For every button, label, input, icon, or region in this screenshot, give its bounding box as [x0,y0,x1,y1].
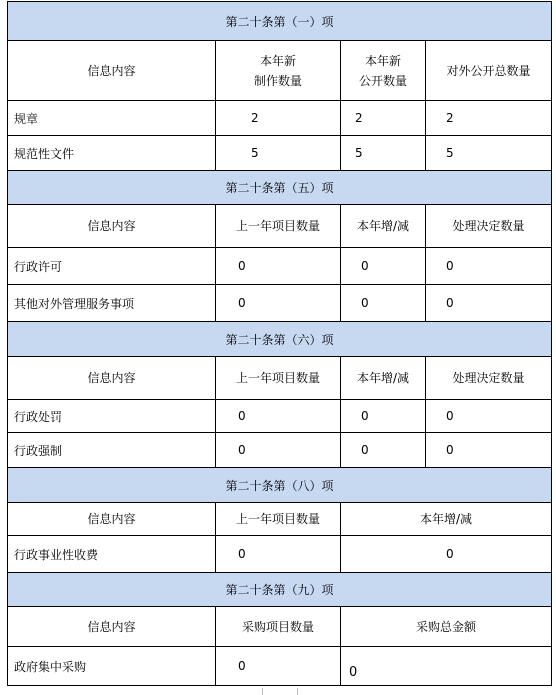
column-header: 上一年项目数量 [216,205,341,248]
column-header: 本年增/减 [341,205,426,248]
table-row [8,647,552,686]
column-header: 信息内容 [8,205,216,248]
cell-value: 5 [426,136,552,171]
cell-value: 0 [341,647,552,686]
cell-value: 0 [426,433,552,468]
cell-value: 0 [341,285,426,322]
disclosure-table [7,1,552,686]
cell-value: 0 [341,248,426,285]
table-row [8,285,552,322]
cell-value: 0 [426,248,552,285]
row-label: 其他对外管理服务事项 [8,285,216,322]
column-header [216,41,341,101]
row-label: 规范性文件 [8,136,216,171]
cell-value: 0 [216,647,341,686]
cell-value: 0 [216,400,341,433]
column-header: 采购项目数量 [216,607,341,647]
table-row [8,400,552,433]
column-header: 采购总金额 [341,607,552,647]
column-header: 信息内容 [8,357,216,400]
column-header: 处理决定数量 [426,357,552,400]
cell-value: 0 [216,433,341,468]
cell-value: 5 [216,136,341,171]
row-label: 政府集中采购 [8,647,216,686]
cell-value: 0 [426,400,552,433]
cell-value: 0 [341,433,426,468]
row-label: 行政许可 [8,248,216,285]
table-row [8,136,552,171]
table-row [8,536,552,573]
cell-value: 0 [341,400,426,433]
column-header: 上一年项目数量 [216,357,341,400]
cell-value: 0 [426,285,552,322]
section-title: 第二十条第（五）项 [8,171,552,205]
section-title: 第二十条第（九）项 [8,573,552,607]
header-line: 本年新 制作数量 [253,53,302,88]
column-header: 本年增/减 [341,357,426,400]
cell-value: 0 [216,285,341,322]
row-label: 行政处罚 [8,400,216,433]
cell-value: 2 [216,101,341,136]
column-header: 处理决定数量 [426,205,552,248]
column-header: 对外公开总数量 [426,41,552,101]
cell-value: 5 [341,136,426,171]
row-label: 行政事业性收费 [8,536,216,573]
page-edge-marker [262,688,298,695]
column-header: 信息内容 [8,607,216,647]
column-header: 上一年项目数量 [216,503,341,536]
section-title: 第二十条第（六）项 [8,322,552,357]
table-row [8,248,552,285]
column-header: 信息内容 [8,41,216,101]
section-title: 第二十条第（八）项 [8,468,552,503]
row-label: 行政强制 [8,433,216,468]
cell-value: 2 [426,101,552,136]
row-label: 规章 [8,101,216,136]
column-header [341,41,426,101]
table-row [8,433,552,468]
header-line: 本年新 公开数量 [358,53,407,88]
cell-value: 2 [341,101,426,136]
section-title: 第二十条第（一）项 [8,2,552,41]
cell-value: 0 [216,536,341,573]
column-header: 信息内容 [8,503,216,536]
table-row [8,101,552,136]
cell-value: 0 [341,536,552,573]
cell-value: 0 [216,248,341,285]
column-header: 本年增/减 [341,503,552,536]
